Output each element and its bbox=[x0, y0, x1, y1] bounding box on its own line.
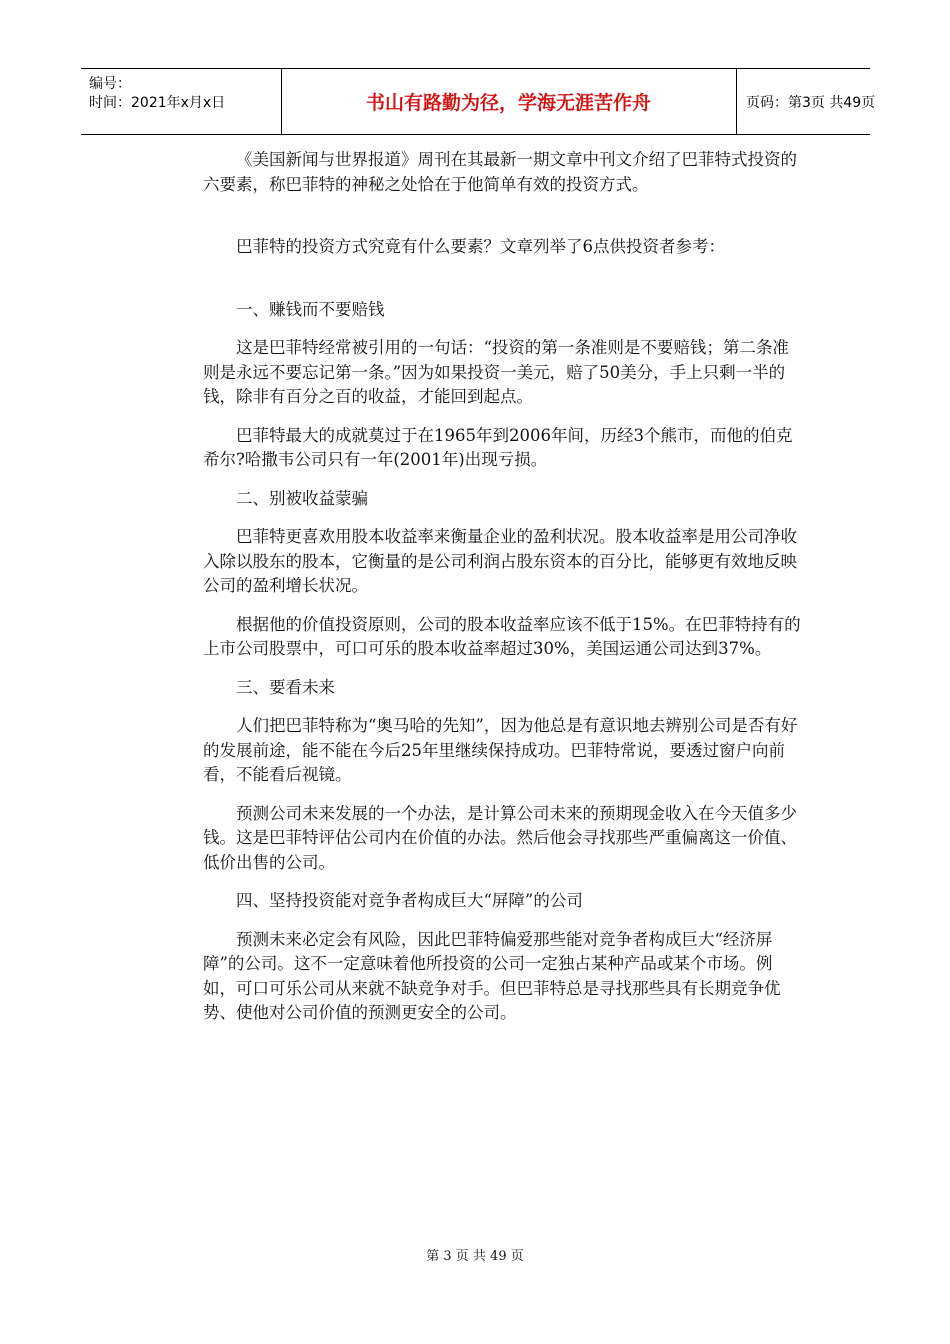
number-label: 编号： bbox=[89, 76, 131, 92]
time-label: 时间：2021年x月x日 bbox=[89, 95, 226, 111]
header-page-label: 页码：第3页 共49页 bbox=[746, 94, 876, 111]
paragraph: 《美国新闻与世界报道》周刊在其最新一期文章中刊文介绍了巴菲特式投资的六要素，称巴菲特的神秘之处恰在于他简单有效的投资方式。 bbox=[203, 150, 797, 194]
document-header bbox=[81, 68, 876, 135]
paragraph: 这是巴菲特经常被引用的一句话：“投资的第一条准则是不要赔钱；第二条准则是永远不要忘记第一条。”因为如果投资一美元，赔了50美分，手上只剩一半的钱，除非有百分之百的收益，才能回到起点。 bbox=[203, 338, 789, 406]
section-heading: 二、别被收益蒙骗 bbox=[236, 488, 368, 508]
paragraph: 人们把巴菲特称为“奥马哈的先知”，因为他总是有意识地去辨别公司是否有好的发展前途，能不能在今后25年里继续保持成功。巴菲特常说，要透过窗户向前看，不能看后视镜。 bbox=[203, 716, 798, 784]
paragraph: 巴菲特最大的成就莫过于在1965年到2006年间，历经3个熊市，而他的伯克希尔?哈撒韦公司只有一年(2001年)出现亏损。 bbox=[203, 425, 793, 469]
paragraph: 巴菲特更喜欢用股本收益率来衡量企业的盈利状况。股本收益率是用公司净收入除以股东的股本，它衡量的是公司利润占股东资本的百分比，能够更有效地反映公司的盈利增长状况。 bbox=[203, 527, 797, 595]
section-heading: 三、要看未来 bbox=[236, 677, 335, 697]
paragraph: 根据他的价值投资原则，公司的股本收益率应该不低于15%。在巴菲特持有的上市公司股票中，可口可乐的股本收益率超过30%，美国运通公司达到37%。 bbox=[203, 614, 801, 658]
paragraph: 预测未来必定会有风险，因此巴菲特偏爱那些能对竞争者构成巨大“经济屏障”的公司。这不一定意味着他所投资的公司一定独占某种产品或某个市场。例如，可口可乐公司从来就不缺竞争对手。但巴菲特总是寻找那些具有长期竞争优势、使他对公司价值的预测更安全的公司。 bbox=[203, 929, 781, 1022]
paragraph: 预测公司未来发展的一个办法，是计算公司未来的预期现金收入在今天值多少钱。这是巴菲特评估公司内在价值的办法。然后他会寻找那些严重偏离这一价值、低价出售的公司。 bbox=[203, 803, 797, 872]
page-footer: 第 3 页 共 49 页 bbox=[426, 1249, 524, 1264]
section-heading: 一、赚钱而不要赔钱 bbox=[236, 299, 385, 319]
header-motto: 书山有路勤为径，学海无涯苦作舟 bbox=[281, 69, 737, 134]
article-body bbox=[203, 148, 803, 1026]
section-heading: 四、坚持投资能对竞争者构成巨大“屏障”的公司 bbox=[236, 891, 583, 910]
paragraph: 巴菲特的投资方式究竟有什么要素？文章列举了6点供投资者参考： bbox=[236, 237, 725, 256]
header-meta-cell bbox=[81, 69, 282, 134]
